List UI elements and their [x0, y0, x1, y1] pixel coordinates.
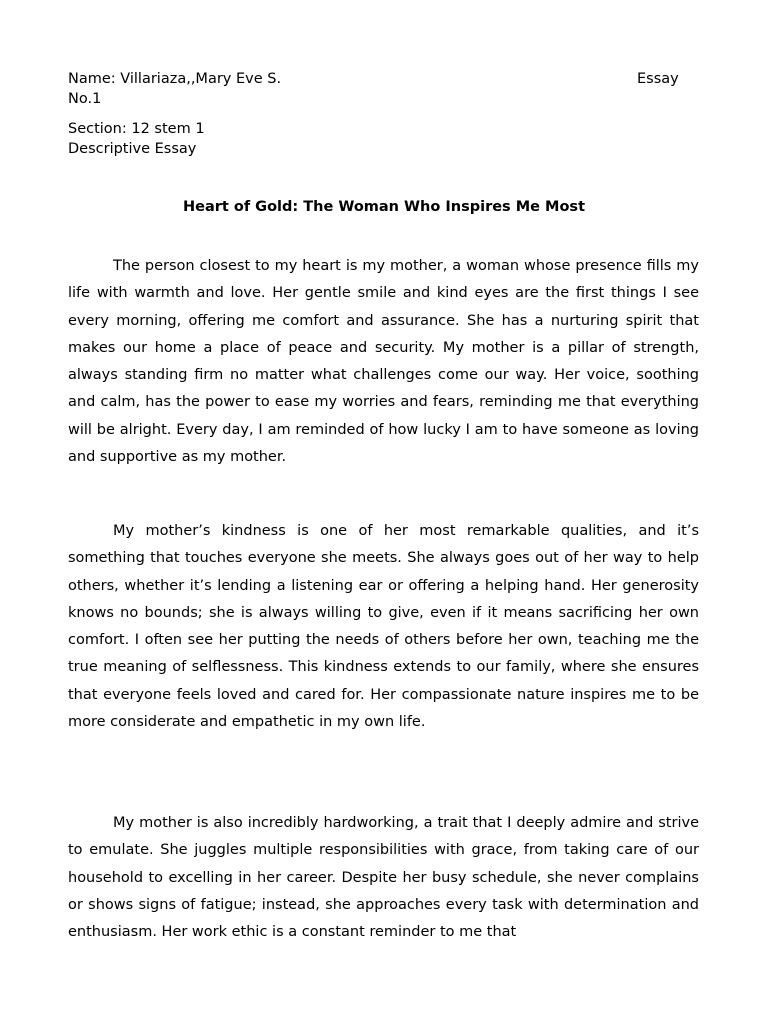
paragraph-3: My mother is also incredibly hardworking, a trait that I deeply admire and strive to emulate. She juggles multiple responsibilities with grace, from taking care of our household to excelling in her career. Despite her busy schedule, she never complains or shows signs of fatigue; instead, she approaches every task with determination and enthusiasm. Her work ethic is a constant reminder to me that: [68, 815, 699, 941]
essay-title: Heart of Gold: The Woman Who Inspires Me Most: [182, 199, 585, 215]
section-line: Section: 12 stem 1: [68, 121, 205, 137]
paragraph-1: The person closest to my heart is my mother, a woman whose presence fills my life with warmth and love. Her gentle smile and kind eyes are the first things I see every morning, offering me comfort and assurance. She has a nurturing spirit that makes our home a place of peace and security. My mother is a pillar of strength, always standing firm no matter what challenges come our way. Her voice, soothing and calm, has the power to ease my worries and fears, reminding me that everything will be alright. Every day, I am reminded of how lucky I am to have someone as loving and supportive as my mother.: [68, 258, 699, 466]
essay-label: Essay: [637, 71, 679, 87]
essay-type: Descriptive Essay: [68, 141, 197, 157]
document-header: [68, 69, 700, 159]
section-block: [68, 119, 700, 159]
paragraph-2: My mother’s kindness is one of her most remarkable qualities, and it’s something that touches everyone she meets. She always goes out of her way to help others, whether it’s lending a listening ear or offering a helping hand. Her generosity knows no bounds; she is always willing to give, even if it means sacrificing her own comfort. I often see her putting the needs of others before her own, teaching me the true meaning of selflessness. This kindness extends to our family, where she ensures that everyone feels loved and cared for. Her compassionate nature inspires me to be more considerate and empathetic in my own life.: [68, 523, 699, 731]
name-line: [68, 69, 700, 89]
essay-number: No.1: [68, 91, 102, 107]
student-name: Name: Villariaza,,Mary Eve S.: [68, 71, 282, 87]
